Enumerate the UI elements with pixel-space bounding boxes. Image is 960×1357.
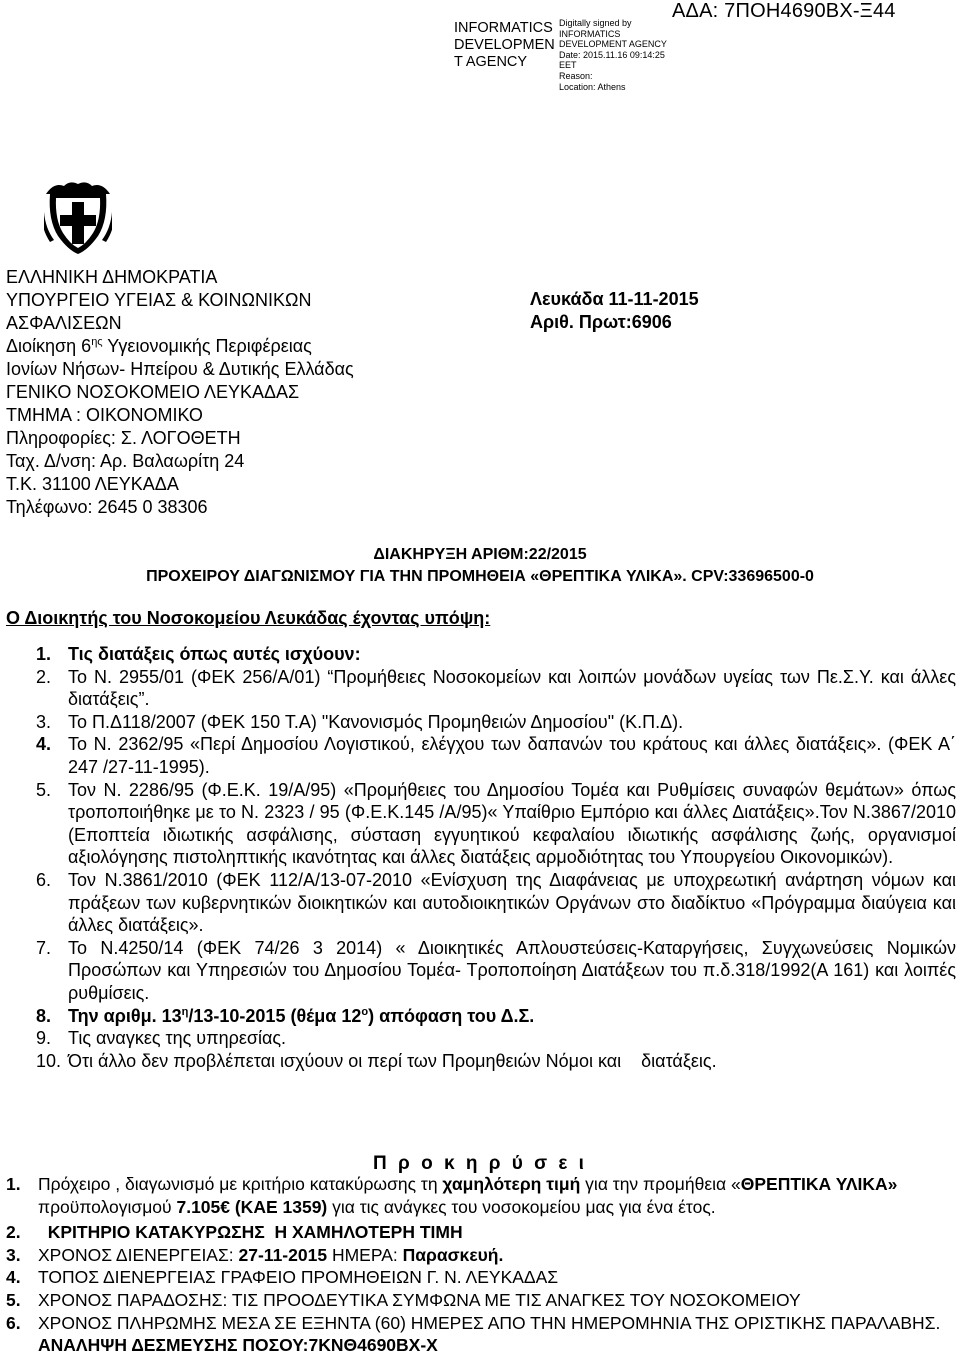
signature-name-line: T AGENCY <box>454 54 528 70</box>
item-number: 2. <box>6 1222 21 1243</box>
item-text: ΧΡΟΝΟΣ ΠΛΗΡΩΜΗΣ ΜΕΣΑ ΣΕ ΕΞΗΝΤΑ (60) ΗΜΕΡΕΣ ΑΠΟ ΤΗΝ ΗΜΕΡΟΜΗΝΙΑ ΤΗΣ ΟΡΙΣΤΙΚΗΣ ΠΑΡΑΛΑΒΗΣ. <box>38 1312 941 1333</box>
item-text: Την αριθμ. 13 <box>68 1005 182 1026</box>
list-item <box>6 1312 956 1357</box>
item-text: για την προμήθεια « <box>580 1174 741 1194</box>
list-item <box>36 1050 956 1073</box>
director-statement: Ο Διοικητής του Νοσοκομείου Λευκάδας έχοντας υπόψη: <box>6 608 491 628</box>
item-text-bold: ΘΡΕΠΤΙΚΑ ΥΛΙΚΑ» <box>740 1174 898 1194</box>
item-text: για τις ανάγκες του νοσοκομείου μας για ένα έτος. <box>327 1196 716 1217</box>
item-text-bold: χαμηλότερη τιμή <box>442 1174 581 1194</box>
header-line: ΕΛΛΗΝΙΚΗ ΔΗΜΟΚΡΑΤΙΑ <box>6 267 218 287</box>
signature-detail-line: Reason: <box>559 70 593 81</box>
ada-code: ΑΔΑ: 7ΠΟΗ4690ΒΧ-Ξ44 <box>672 0 896 22</box>
item-text: ΤΟΠΟΣ ΔΙΕΝΕΡΓΕΙΑΣ ΓΡΑΦΕΙΟ ΠΡΟΜΗΘΕΙΩΝ Γ. Ν. ΛΕΥΚΑΔΑΣ <box>38 1267 559 1288</box>
list-item <box>6 1221 956 1244</box>
list-item <box>36 937 956 1005</box>
header-line: Τηλέφωνο: 2645 0 38306 <box>6 497 208 517</box>
item-number: 1. <box>36 644 52 664</box>
list-item <box>36 666 956 711</box>
header-line: Τ.Κ. 31100 ΛΕΥΚΑΔΑ <box>6 474 179 494</box>
item-number: 8. <box>36 1005 52 1026</box>
item-text-bold: ΚΡΙΤΗΡΙΟ ΚΑΤΑΚΥΡΩΣΗΣ Η ΧΑΜΗΛΟΤΕΡΗ ΤΙΜΗ <box>38 1222 463 1243</box>
date-protocol-block <box>530 288 699 334</box>
item-text: ΧΡΟΝΟΣ ΠΑΡΑΔΟΣΗΣ: ΤΙΣ ΠΡΟΟΔΕΥΤΙΚΑ ΣΥΜΦΩΝΑ ΜΕ ΤΙΣ ΑΝΑΓΚΕΣ ΤΟΥ ΝΟΣΟΚΟΜΕΙΟΥ <box>38 1289 801 1310</box>
header-line: ΑΣΦΑΛΙΣΕΩΝ <box>6 313 122 333</box>
item-number: 7. <box>36 937 52 958</box>
item-number: 5. <box>36 779 52 800</box>
proclamation-list <box>6 1173 956 1357</box>
list-item <box>36 869 956 937</box>
signature-detail-line: Date: 2015.11.16 09:14:25 <box>559 49 665 60</box>
list-item <box>36 1027 956 1050</box>
item-superscript: η <box>181 1005 189 1018</box>
list-item <box>6 1266 956 1289</box>
item-text: /13-10-2015 (θέμα 12 <box>188 1005 362 1026</box>
signature-detail-line: EET <box>559 60 577 71</box>
list-item <box>36 733 956 778</box>
list-item <box>36 1005 956 1028</box>
item-text-bold: 7.105€ (ΚΑΕ 1359) <box>176 1196 328 1217</box>
item-text: Τον Ν.3861/2010 (ΦΕΚ 112/Α/13-07-2010 «Ενίσχυση της Διαφάνειας με υποχρεωτική ανάρτηση νόμων και πράξεων των κυβερνητικών διοικητικών και αυτοδιοικητικών Οργάνων στο διαδίκτυο «Πρόγραμμα διαύγεια και άλλες διατάξεις». <box>68 869 956 936</box>
item-text: ) απόφαση του Δ.Σ. <box>368 1005 535 1026</box>
item-number: 3. <box>6 1244 21 1265</box>
document-subtitle: ΠΡΟΧΕΙΡΟΥ ΔΙΑΓΩΝΙΣΜΟΥ ΓΙΑ ΤΗΝ ΠΡΟΜΗΘΕΙΑ «ΘΡΕΠΤΙΚΑ ΥΛΙΚΑ». CPV:33696500-0 <box>146 568 814 585</box>
header-line <box>6 335 354 358</box>
item-text: Το Ν. 2955/01 (ΦΕΚ 256/Α/01) “Προμήθειες Νοσοκομείων και λοιπών μονάδων υγείας των Πε.Σ.Υ. και άλλες διατάξεις”. <box>68 666 956 710</box>
header-line: ΥΠΟΥΡΓΕΙΟ ΥΓΕΙΑΣ & ΚΟΙΝΩΝΙΚΩΝ <box>6 290 312 310</box>
header-line: Πληροφορίες: Σ. ΛΟΓΟΘΕΤΗ <box>6 428 241 448</box>
item-text-bold: 27-11-2015 <box>238 1244 328 1265</box>
item-text: ΗΜΕΡΑ: <box>327 1244 403 1265</box>
item-text: Το Π.Δ118/2007 (ΦΕΚ 150 Τ.Α) "Κανονισμός Προμηθειών Δημοσίου" (Κ.Π.Δ). <box>68 711 684 732</box>
item-text: Το Ν. 2362/95 «Περί Δημοσίου Λογιστικού, ελέγχου των δαπανών του κράτους και άλλες διατάξεις». (ΦΕΚ Α΄ 247 /27-11-1995). <box>68 734 956 777</box>
item-number: 10. <box>36 1050 62 1071</box>
list-item <box>6 1173 956 1218</box>
item-number: 6. <box>36 869 52 890</box>
item-superscript: ο <box>361 1005 369 1018</box>
item-text-bold: Παρασκευή. <box>402 1244 504 1265</box>
item-text: Τις αναγκες της υπηρεσίας. <box>68 1028 287 1049</box>
signature-detail-line: DEVELOPMENT AGENCY <box>559 39 667 50</box>
item-number: 5. <box>6 1289 21 1310</box>
signature-detail-line: Digitally signed by <box>559 18 632 28</box>
item-text-bold: ΑΝΑΛΗΨΗ ΔΕΣΜΕΥΣΗΣ ΠΟΣΟΥ:7ΚΝΘ4690ΒΧ-Χ <box>38 1335 438 1356</box>
item-number: 4. <box>6 1267 21 1288</box>
header-superscript: ης <box>91 336 103 348</box>
item-number: 9. <box>36 1028 52 1049</box>
signature-name-line: DEVELOPMEN <box>454 37 555 53</box>
proclaims-heading: Π ρ ο κ η ρ ύ σ ε ι <box>373 1153 587 1174</box>
item-number: 4. <box>36 734 52 755</box>
item-text: ΧΡΟΝΟΣ ΔΙΕΝΕΡΓΕΙΑΣ: <box>38 1244 239 1265</box>
item-text: Τις διατάξεις όπως αυτές ισχύουν: <box>68 644 361 664</box>
protocol-number: Αριθ. Πρωτ:6906 <box>530 312 672 332</box>
document-title: ΔΙΑΚΗΡΥΞΗ ΑΡΙΘΜ:22/2015 <box>373 546 587 563</box>
header-line: Ιονίων Νήσων- Ηπείρου & Δυτικής Ελλάδας <box>6 359 354 379</box>
list-item <box>6 1244 956 1267</box>
issuer-header <box>6 266 354 519</box>
signature-detail-line: INFORMATICS <box>559 28 621 39</box>
list-item <box>36 643 956 666</box>
header-line: Ταχ. Δ/νση: Αρ. Βαλαωρίτη 24 <box>6 451 245 471</box>
list-item <box>36 711 956 734</box>
header-line: ΤΜΗΜΑ : ΟΙΚΟΝΟΜΙΚΟ <box>6 405 203 425</box>
item-number: 2. <box>36 666 52 687</box>
item-text: Ότι άλλο δεν προβλέπεται ισχύουν οι περί των Προμηθειών Νόμοι και διατάξεις. <box>68 1050 717 1071</box>
list-item <box>6 1289 956 1312</box>
signature-name-line: INFORMATICS <box>454 20 553 36</box>
item-text: Το Ν.4250/14 (ΦΕΚ 74/26 3 2014) « Διοικητικές Απλουστεύσεις-Καταργήσεις, Συγχωνεύσεις Νομικών Προσώπων και Υπηρεσιών του Δημοσίου Τομέα- Τροποποίηση Διατάξεων του π.δ.318/1992(Α 161) και λοιπές ρυθμίσεις. <box>68 937 956 1003</box>
coat-of-arms-icon <box>44 180 112 256</box>
legal-basis-list <box>36 643 956 1072</box>
header-line: ΓΕΝΙΚΟ ΝΟΣΟΚΟΜΕΙΟ ΛΕΥΚΑΔΑΣ <box>6 382 300 402</box>
list-item <box>36 779 956 869</box>
item-number: 1. <box>6 1174 21 1194</box>
place-date: Λευκάδα 11-11-2015 <box>530 289 699 309</box>
header-text: Διοίκηση 6 <box>6 336 92 356</box>
item-text: Τον Ν. 2286/95 (Φ.Ε.Κ. 19/Α/95) «Προμήθειες του Δημοσίου Τομέα και Ρυθμίσεις συναφών θεμάτων» όπως τροποποιήθηκε με το Ν. 2323 / 95 (Φ.Ε.Κ.145 /Α/95)« Υπαίθριο Εμπόριο και άλλες Διατάξεις».Τον Ν.3867/2010 (Εποπτεία ιδιωτικής ασφάλισης, σύσταση εγγυητικού κεφαλαίου ιδιωτικής ασφάλισης ζωής, οργανισμοί αξιολόγησης πιστοληπτικής ικανότητας και άλλες διατάξεις αρμοδιότητας του Υπουργείου Οικονομικών). <box>68 779 956 868</box>
signature-name <box>454 20 559 71</box>
signature-detail-line: Location: Athens <box>559 81 626 92</box>
item-number: 6. <box>6 1312 21 1333</box>
item-text: προϋπολογισμού <box>38 1196 177 1217</box>
signature-details <box>559 18 667 92</box>
item-number: 3. <box>36 711 52 732</box>
header-text: Υγειονομικής Περιφέρειας <box>102 336 312 356</box>
item-text: Πρόχειρο , διαγωνισμό με κριτήριο κατακύρωσης τη <box>38 1174 443 1194</box>
